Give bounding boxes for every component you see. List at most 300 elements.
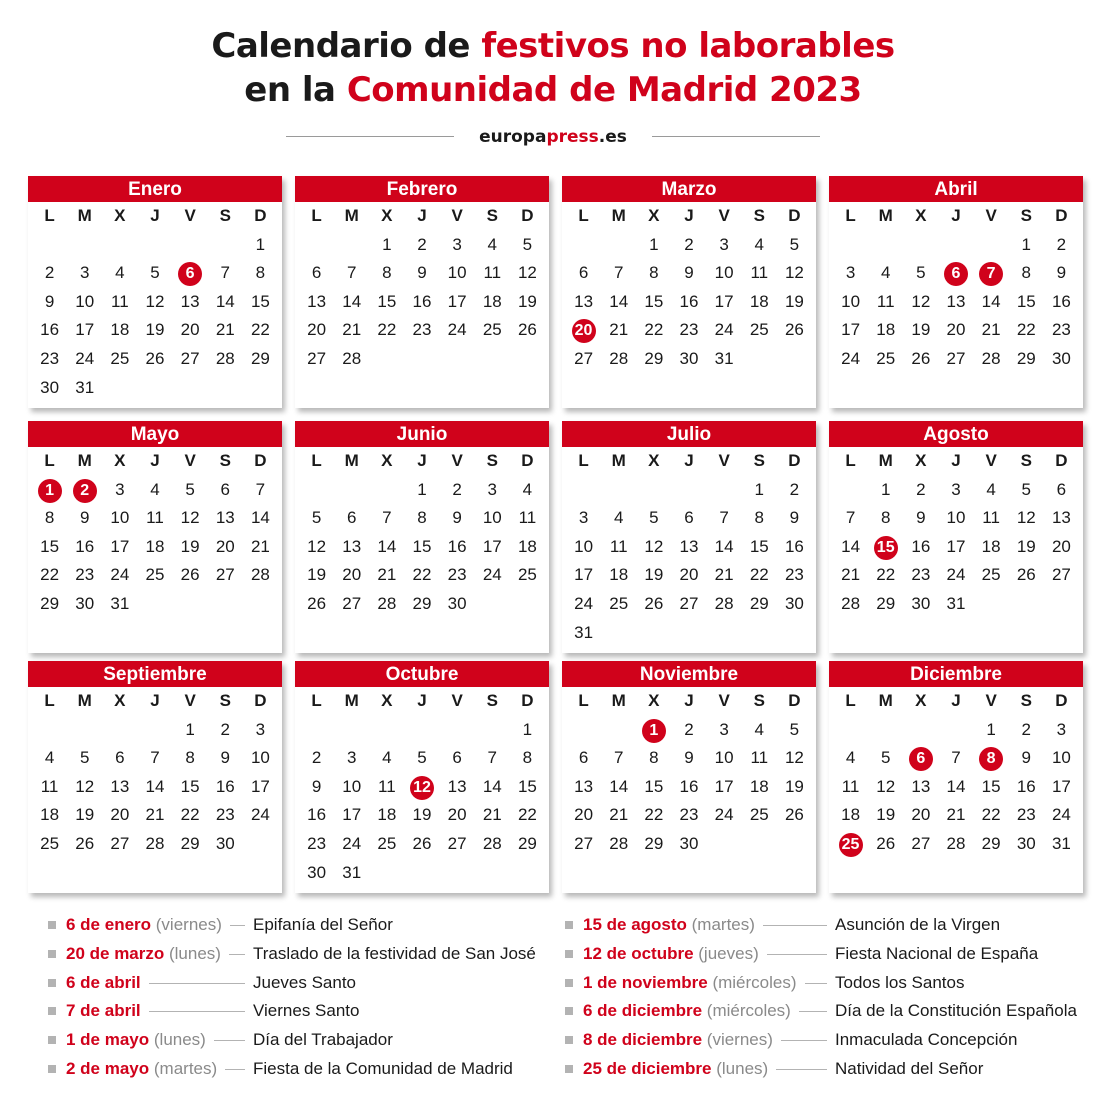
day-number: 5 [789, 719, 800, 739]
day-number: 29 [180, 833, 200, 853]
weekday-label: J [417, 206, 427, 225]
day-number: 2 [220, 719, 230, 739]
day-number: 17 [714, 776, 734, 796]
day-number: 13 [447, 776, 467, 796]
weekday-label: S [486, 451, 498, 470]
day-number: 2 [684, 234, 694, 254]
day-number: 25 [145, 565, 165, 585]
legend-connector-line [767, 954, 827, 955]
day-number: 6 [1056, 479, 1067, 499]
day-number: 7 [255, 479, 266, 499]
day-number: 19 [876, 805, 896, 825]
day-number: 17 [482, 536, 502, 556]
day-number: 10 [482, 508, 502, 528]
weekday-label: S [219, 451, 231, 470]
day-number: 13 [307, 291, 327, 311]
day-number: 9 [1056, 263, 1067, 283]
day-number: 25 [110, 348, 130, 368]
day-number: 20 [342, 565, 362, 585]
day-number: 13 [679, 536, 699, 556]
day-number: 4 [382, 748, 392, 768]
day-number: 9 [684, 263, 694, 283]
day-number: 9 [79, 508, 90, 528]
day-number: 11 [982, 508, 1000, 528]
day-number: 8 [382, 263, 392, 283]
weekday-label: J [150, 206, 160, 225]
legend-holiday-name: Epifanía del Señor [253, 915, 393, 934]
legend-weekday: (miércoles) [702, 1001, 791, 1021]
day-number: 10 [574, 536, 594, 556]
legend-connector-line [805, 983, 827, 984]
weekday-label: L [578, 691, 589, 710]
day-number: 14 [145, 776, 165, 796]
title-line-1-dark: Calendario de [211, 26, 482, 66]
weekday-label: V [451, 206, 463, 225]
legend-connector-line [229, 954, 245, 955]
weekday-label: S [1020, 691, 1032, 710]
day-number: 8 [649, 748, 659, 768]
day-number: 20 [307, 320, 327, 340]
day-number: 12 [876, 776, 896, 796]
weekday-label: L [311, 691, 322, 710]
day-number: 25 [839, 833, 863, 857]
day-number: 6 [578, 748, 589, 768]
day-number: 27 [307, 348, 327, 368]
day-number: 21 [714, 565, 734, 585]
day-number: 11 [750, 263, 769, 283]
day-number: 21 [145, 805, 165, 825]
day-number: 19 [784, 776, 804, 796]
day-number: 24 [75, 348, 95, 368]
day-number: 5 [417, 748, 427, 768]
weekday-label: V [718, 451, 730, 470]
weekday-label: X [648, 691, 660, 710]
day-number: 23 [215, 805, 235, 825]
day-number: 22 [517, 805, 537, 825]
weekday-label: S [753, 691, 765, 710]
weekday-label: X [381, 691, 393, 710]
day-number: 7 [613, 748, 624, 768]
day-number: 15 [981, 776, 1001, 796]
day-number: 26 [876, 833, 896, 853]
day-number: 10 [110, 508, 130, 528]
day-number: 22 [644, 805, 664, 825]
day-number: 28 [714, 593, 734, 613]
weekday-label: X [915, 206, 927, 225]
legend-weekday: (viernes) [702, 1030, 773, 1050]
weekday-label: D [788, 451, 801, 470]
day-number: 7 [845, 508, 856, 528]
weekday-label: L [44, 691, 55, 710]
weekday-label: S [1020, 451, 1032, 470]
day-number: 26 [1016, 565, 1036, 585]
day-number: 9 [1021, 748, 1031, 768]
day-number: 3 [719, 234, 729, 254]
weekday-label: D [521, 691, 534, 710]
day-number: 10 [1051, 748, 1071, 768]
bullet-icon [48, 979, 56, 987]
day-number: 30 [1051, 348, 1071, 368]
weekday-label: M [878, 206, 893, 225]
weekday-label: X [381, 206, 393, 225]
day-number: 26 [784, 320, 804, 340]
day-number: 29 [40, 593, 60, 613]
day-number: 21 [377, 565, 397, 585]
bullet-icon [48, 950, 56, 958]
legend-connector-line [799, 1011, 827, 1012]
legend-date-text: 1 de noviembre [583, 972, 708, 992]
day-number: 22 [749, 565, 769, 585]
day-number: 27 [946, 348, 966, 368]
day-number: 12 [784, 748, 804, 768]
day-number: 17 [1051, 776, 1071, 796]
weekday-label: V [451, 451, 463, 470]
day-number: 15 [749, 536, 769, 556]
day-number: 8 [255, 263, 266, 283]
day-number: 12 [784, 263, 804, 283]
day-number: 23 [307, 833, 327, 853]
day-number: 27 [110, 833, 130, 853]
day-number: 1 [382, 234, 392, 254]
day-number: 16 [40, 320, 60, 340]
day-number: 23 [75, 565, 95, 585]
day-number: 15 [250, 291, 270, 311]
day-number: 30 [215, 833, 235, 853]
day-number: 30 [40, 377, 60, 397]
legend-date-text: 20 de marzo [66, 943, 165, 963]
day-number: 10 [447, 263, 467, 283]
legend-connector-line [149, 983, 245, 984]
day-number: 13 [180, 291, 200, 311]
day-number: 18 [981, 536, 1001, 556]
weekday-label: J [417, 691, 427, 710]
brand-part-2: press [546, 126, 599, 147]
day-number: 25 [876, 348, 896, 368]
day-number: 18 [110, 320, 130, 340]
day-number: 16 [412, 291, 432, 311]
day-number: 12 [145, 291, 165, 311]
weekday-label: V [184, 451, 196, 470]
bullet-icon [565, 1065, 573, 1073]
day-number: 8 [979, 747, 1003, 771]
month-header: Septiembre [28, 661, 282, 687]
legend-holiday-name: Jueves Santo [253, 972, 357, 992]
legend-connector-line [214, 1040, 245, 1041]
legend-item [48, 1059, 568, 1079]
day-number: 23 [784, 565, 804, 585]
day-number: 20 [447, 805, 467, 825]
legend-holiday-name: Día del Trabajador [253, 1030, 393, 1050]
weekday-label: J [417, 451, 427, 470]
bullet-icon [48, 1065, 56, 1073]
day-number: 28 [609, 348, 629, 368]
day-number: 8 [754, 508, 764, 528]
day-number: 11 [378, 776, 396, 796]
day-number: 1 [417, 479, 427, 499]
day-number: 19 [784, 291, 804, 311]
legend-connector-line [230, 925, 245, 926]
day-number: 26 [644, 593, 664, 613]
day-number: 8 [417, 508, 427, 528]
weekday-label: M [77, 451, 92, 470]
day-number: 18 [40, 805, 60, 825]
day-number: 4 [487, 234, 497, 254]
day-number: 7 [719, 508, 729, 528]
day-number: 7 [382, 508, 392, 528]
day-number: 1 [1021, 234, 1031, 254]
legend-item [565, 915, 1085, 935]
day-number: 6 [346, 508, 357, 528]
day-number: 10 [250, 748, 270, 768]
day-number: 15 [517, 776, 537, 796]
day-number: 29 [1016, 348, 1036, 368]
day-number: 7 [951, 748, 961, 768]
day-number: 30 [75, 593, 95, 613]
day-number: 23 [679, 320, 699, 340]
day-number: 23 [679, 805, 699, 825]
day-number: 29 [749, 593, 769, 613]
day-number: 14 [609, 776, 629, 796]
day-number: 5 [1021, 479, 1031, 499]
day-number: 24 [946, 565, 966, 585]
day-number: 20 [946, 320, 966, 340]
weekday-label: S [753, 451, 765, 470]
title-line-2-red: Comunidad de Madrid 2023 [346, 70, 862, 110]
day-number: 29 [517, 833, 537, 853]
day-number: 5 [311, 508, 322, 528]
day-number: 10 [714, 748, 734, 768]
weekday-label: X [915, 691, 927, 710]
day-number: 6 [944, 262, 968, 286]
day-number: 17 [714, 291, 734, 311]
day-number: 14 [609, 291, 629, 311]
legend-connector-line [149, 1011, 245, 1012]
day-number: 20 [572, 319, 596, 343]
day-number: 1 [255, 234, 266, 254]
weekday-label: L [44, 206, 55, 225]
day-number: 7 [346, 263, 357, 283]
day-number: 18 [749, 291, 769, 311]
day-number: 30 [911, 593, 931, 613]
day-number: 15 [874, 536, 898, 560]
day-number: 3 [719, 719, 729, 739]
day-number: 7 [613, 263, 624, 283]
weekday-label: J [951, 691, 961, 710]
day-number: 29 [412, 593, 432, 613]
day-number: 21 [342, 320, 362, 340]
day-number: 26 [517, 320, 537, 340]
day-number: 16 [307, 805, 327, 825]
day-number: 30 [1016, 833, 1036, 853]
day-number: 18 [377, 805, 397, 825]
day-number: 12 [180, 508, 200, 528]
day-number: 5 [150, 263, 160, 283]
weekday-label: D [521, 206, 534, 225]
day-number: 27 [342, 593, 362, 613]
day-number: 27 [574, 348, 594, 368]
day-number: 10 [714, 263, 734, 283]
day-number: 7 [150, 748, 160, 768]
day-number: 16 [911, 536, 931, 556]
bullet-icon [565, 979, 573, 987]
day-number: 1 [986, 719, 996, 739]
day-number: 11 [609, 536, 628, 556]
legend-date-text: 6 de enero [66, 915, 152, 934]
bullet-icon [48, 1036, 56, 1044]
legend-connector-line [763, 925, 827, 926]
weekday-label: X [114, 691, 126, 710]
month-header: Febrero [295, 176, 549, 202]
legend-item [48, 915, 568, 935]
day-number: 6 [178, 262, 202, 286]
legend-date [583, 1001, 791, 1021]
day-number: 14 [342, 291, 362, 311]
month-header: Diciembre [829, 661, 1083, 687]
weekday-label: X [648, 451, 660, 470]
bullet-icon [565, 1007, 573, 1015]
day-number: 12 [1016, 508, 1036, 528]
legend-date [66, 915, 222, 935]
day-number: 14 [841, 536, 861, 556]
weekday-label: D [1055, 451, 1068, 470]
legend-item [565, 1001, 1085, 1021]
legend-date [66, 1030, 206, 1050]
day-number: 23 [1016, 805, 1036, 825]
day-number: 3 [1056, 719, 1067, 739]
legend-date [583, 1059, 768, 1079]
weekday-label: D [254, 691, 267, 710]
brand-part-3: .es [598, 126, 627, 147]
day-number: 28 [946, 833, 966, 853]
legend-date-text: 25 de diciembre [583, 1059, 712, 1078]
legend-holiday-name: Traslado de la festividad de San José [253, 943, 536, 963]
day-number: 2 [789, 479, 800, 499]
title-line-1-red: festivos no laborables [481, 26, 895, 66]
legend-holiday-name: Natividad del Señor [835, 1059, 984, 1078]
day-number: 9 [44, 291, 55, 311]
day-number: 2 [452, 479, 462, 499]
weekday-label: D [788, 691, 801, 710]
day-number: 16 [679, 776, 699, 796]
day-number: 5 [649, 508, 659, 528]
day-number: 4 [522, 479, 533, 499]
day-number: 10 [75, 291, 95, 311]
day-number: 13 [946, 291, 966, 311]
day-number: 19 [180, 536, 200, 556]
day-number: 14 [250, 508, 270, 528]
day-number: 18 [876, 320, 896, 340]
weekday-label: M [611, 206, 626, 225]
weekday-label: L [845, 451, 856, 470]
weekday-label: J [150, 451, 160, 470]
day-number: 3 [115, 479, 125, 499]
day-number: 25 [517, 565, 537, 585]
weekday-label: S [486, 206, 498, 225]
day-number: 31 [75, 377, 95, 397]
day-number: 20 [110, 805, 130, 825]
weekday-label: V [985, 451, 997, 470]
day-number: 29 [876, 593, 896, 613]
day-number: 27 [180, 348, 200, 368]
day-number: 24 [1051, 805, 1071, 825]
day-number: 15 [644, 291, 664, 311]
day-number: 23 [447, 565, 467, 585]
day-number: 6 [452, 748, 462, 768]
bullet-icon [565, 921, 573, 929]
weekday-label: V [718, 206, 730, 225]
day-number: 28 [609, 833, 629, 853]
day-number: 16 [447, 536, 467, 556]
day-number: 24 [482, 565, 502, 585]
day-number: 11 [483, 263, 502, 283]
day-number: 26 [75, 833, 95, 853]
day-number: 7 [487, 748, 497, 768]
day-number: 17 [946, 536, 966, 556]
weekday-label: M [77, 691, 92, 710]
day-number: 22 [377, 320, 397, 340]
day-number: 12 [75, 776, 95, 796]
legend-weekday: (lunes) [164, 943, 221, 963]
day-number: 4 [44, 748, 55, 768]
day-number: 15 [412, 536, 432, 556]
day-number: 28 [482, 833, 502, 853]
legend-date-text: 15 de agosto [583, 915, 687, 934]
weekday-label: L [845, 691, 856, 710]
day-number: 8 [880, 508, 891, 528]
weekday-label: J [684, 691, 694, 710]
legend-date-text: 8 de diciembre [583, 1030, 703, 1050]
day-number: 26 [307, 593, 327, 613]
day-number: 13 [110, 776, 130, 796]
month-header: Julio [562, 421, 816, 447]
day-number: 11 [750, 748, 769, 768]
day-number: 15 [644, 776, 664, 796]
day-number: 5 [79, 748, 90, 768]
day-number: 31 [342, 862, 362, 882]
day-number: 26 [180, 565, 200, 585]
month-header: Octubre [295, 661, 549, 687]
day-number: 26 [784, 805, 804, 825]
day-number: 3 [487, 479, 497, 499]
day-number: 20 [1051, 536, 1071, 556]
month-header: Agosto [829, 421, 1083, 447]
day-number: 20 [215, 536, 235, 556]
day-number: 9 [916, 508, 926, 528]
day-number: 31 [946, 593, 966, 613]
day-number: 8 [1021, 263, 1031, 283]
legend-item [48, 973, 568, 993]
weekday-label: J [684, 206, 694, 225]
day-number: 11 [518, 508, 537, 528]
day-number: 9 [311, 776, 322, 796]
day-number: 2 [1021, 719, 1031, 739]
weekday-label: V [184, 206, 196, 225]
day-number: 12 [644, 536, 664, 556]
weekday-label: M [344, 451, 359, 470]
day-number: 25 [482, 320, 502, 340]
day-number: 19 [911, 320, 931, 340]
legend-date [66, 944, 221, 964]
legend-connector-line [225, 1069, 245, 1070]
day-number: 14 [215, 291, 235, 311]
day-number: 24 [250, 805, 270, 825]
day-number: 29 [644, 833, 664, 853]
legend-date-text: 1 de mayo [66, 1030, 150, 1050]
day-number: 8 [522, 748, 533, 768]
weekday-label: J [951, 206, 961, 225]
day-number: 29 [250, 348, 270, 368]
day-number: 31 [110, 593, 130, 613]
